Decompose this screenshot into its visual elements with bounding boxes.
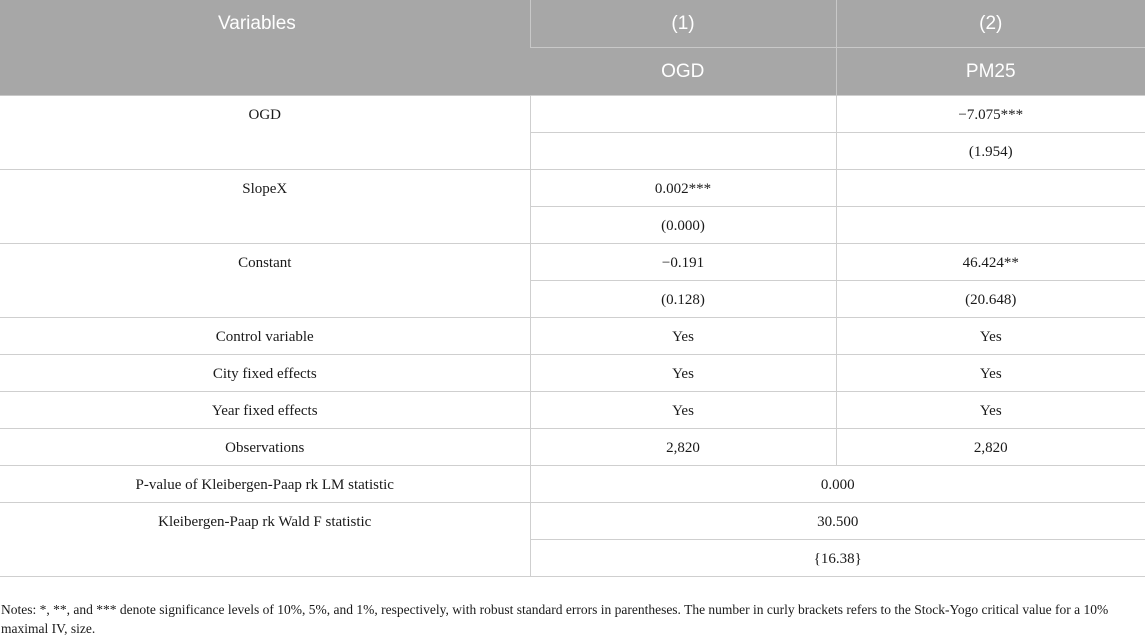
header-col1-dependent: OGD <box>530 48 836 96</box>
cell-constant-col1-se: (0.128) <box>530 281 836 318</box>
cell-slopex-col1-se: (0.000) <box>530 207 836 244</box>
header-col2-number: (2) <box>836 0 1145 48</box>
table-notes: Notes: *, **, and *** denote significance levels of 10%, 5%, and 1%, respectively, with robust standard errors in parentheses. The number in curly brackets refers to the Stock-Yogo critical value for a 10% maximal IV, size. <box>1 602 1109 636</box>
table-row <box>0 429 1145 466</box>
table-row <box>0 244 1145 281</box>
cell-constant-col1: −0.191 <box>530 244 836 281</box>
row-label-lm: P-value of Kleibergen-Paap rk LM statistic <box>0 466 530 503</box>
table-row <box>0 96 1145 133</box>
cell-ogd-col2-se: (1.954) <box>836 133 1145 170</box>
row-label-city-fe: City fixed effects <box>0 355 530 392</box>
header-col2-dependent: PM25 <box>836 48 1145 96</box>
cell-ogd-col2: −7.075*** <box>836 96 1145 133</box>
cell-lm-value: 0.000 <box>530 466 1145 503</box>
cell-constant-col2-se: (20.648) <box>836 281 1145 318</box>
cell-ogd-col1 <box>530 96 836 133</box>
header-col1-number: (1) <box>530 0 836 48</box>
cell-ogd-col1-se <box>530 133 836 170</box>
table-row <box>0 355 1145 392</box>
header-variables: Variables <box>0 0 530 96</box>
cell-constant-col2: 46.424** <box>836 244 1145 281</box>
header-row-numbers <box>0 0 1145 48</box>
cell-slopex-col1: 0.002*** <box>530 170 836 207</box>
cell-year-fe-col2: Yes <box>836 392 1145 429</box>
cell-city-fe-col2: Yes <box>836 355 1145 392</box>
table-row <box>0 170 1145 207</box>
table-row <box>0 466 1145 503</box>
cell-observations-col2: 2,820 <box>836 429 1145 466</box>
table-row <box>0 318 1145 355</box>
row-label-control: Control variable <box>0 318 530 355</box>
table-row <box>0 503 1145 540</box>
table-row <box>0 392 1145 429</box>
cell-wald-value: 30.500 <box>530 503 1145 540</box>
row-label-year-fe: Year fixed effects <box>0 392 530 429</box>
row-label-ogd: OGD <box>0 96 530 170</box>
cell-observations-col1: 2,820 <box>530 429 836 466</box>
cell-slopex-col2-se <box>836 207 1145 244</box>
cell-wald-critical: {16.38} <box>530 540 1145 577</box>
row-label-wald: Kleibergen-Paap rk Wald F statistic <box>0 503 530 577</box>
cell-control-col2: Yes <box>836 318 1145 355</box>
row-label-slopex: SlopeX <box>0 170 530 244</box>
cell-year-fe-col1: Yes <box>530 392 836 429</box>
row-label-observations: Observations <box>0 429 530 466</box>
cell-control-col1: Yes <box>530 318 836 355</box>
row-label-constant: Constant <box>0 244 530 318</box>
cell-city-fe-col1: Yes <box>530 355 836 392</box>
cell-slopex-col2 <box>836 170 1145 207</box>
